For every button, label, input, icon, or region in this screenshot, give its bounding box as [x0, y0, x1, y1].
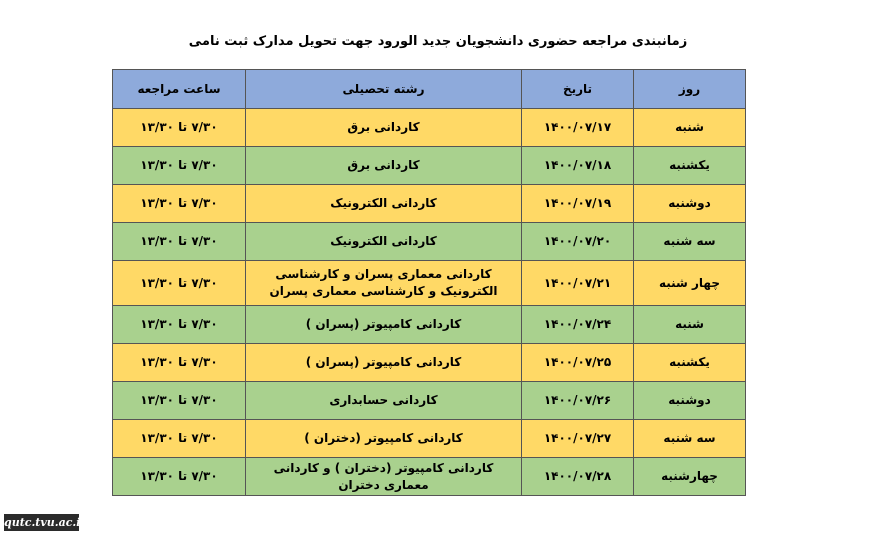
table-row [113, 306, 746, 344]
table-row [113, 147, 746, 185]
cell-field: کاردانی کامپیوتر (پسران ) [246, 306, 522, 344]
cell-date: ۱۴۰۰/۰۷/۲۶ [522, 382, 634, 420]
cell-hours: ۷/۳۰ تا ۱۳/۳۰ [113, 382, 246, 420]
cell-date: ۱۴۰۰/۰۷/۱۹ [522, 185, 634, 223]
table-row [113, 458, 746, 496]
cell-day: دوشنبه [634, 185, 746, 223]
cell-day: دوشنبه [634, 382, 746, 420]
cell-date: ۱۴۰۰/۰۷/۲۷ [522, 420, 634, 458]
cell-hours: ۷/۳۰ تا ۱۳/۳۰ [113, 458, 246, 496]
header-date: تاریخ [522, 70, 634, 109]
cell-date: ۱۴۰۰/۰۷/۲۰ [522, 223, 634, 261]
cell-day: شنبه [634, 306, 746, 344]
table-row [113, 382, 746, 420]
cell-field: کاردانی الکترونیک [246, 223, 522, 261]
cell-hours: ۷/۳۰ تا ۱۳/۳۰ [113, 147, 246, 185]
cell-date: ۱۴۰۰/۰۷/۲۵ [522, 344, 634, 382]
cell-date: ۱۴۰۰/۰۷/۲۸ [522, 458, 634, 496]
table-row [113, 185, 746, 223]
cell-day: چهارشنبه [634, 458, 746, 496]
cell-field: کاردانی حسابداری [246, 382, 522, 420]
cell-date: ۱۴۰۰/۰۷/۲۴ [522, 306, 634, 344]
cell-hours: ۷/۳۰ تا ۱۳/۳۰ [113, 261, 246, 306]
cell-field: کاردانی برق [246, 147, 522, 185]
cell-field: کاردانی کامپیوتر (پسران ) [246, 344, 522, 382]
table-row [113, 109, 746, 147]
cell-date: ۱۴۰۰/۰۷/۱۸ [522, 147, 634, 185]
cell-date: ۱۴۰۰/۰۷/۲۱ [522, 261, 634, 306]
cell-day: سه شنبه [634, 420, 746, 458]
cell-field: کاردانی معماری پسران و کارشناسی الکترونیک و کارشناسی معماری پسران [246, 261, 522, 306]
cell-day: شنبه [634, 109, 746, 147]
table-row [113, 344, 746, 382]
cell-hours: ۷/۳۰ تا ۱۳/۳۰ [113, 344, 246, 382]
header-day: روز [634, 70, 746, 109]
cell-day: یکشنبه [634, 147, 746, 185]
site-watermark: qutc.tvu.ac.ir [4, 516, 87, 529]
cell-hours: ۷/۳۰ تا ۱۳/۳۰ [113, 306, 246, 344]
cell-day: یکشنبه [634, 344, 746, 382]
page-title: زمانبندی مراجعه حضوری دانشجویان جدید الورود جهت تحویل مدارک ثبت نامی [188, 34, 688, 49]
cell-field: کاردانی کامپیوتر (دختران ) و کاردانی معماری دختران [246, 458, 522, 496]
cell-day: سه شنبه [634, 223, 746, 261]
table-header-row [113, 70, 746, 109]
cell-hours: ۷/۳۰ تا ۱۳/۳۰ [113, 109, 246, 147]
cell-day: چهار شنبه [634, 261, 746, 306]
table-row [113, 261, 746, 306]
header-hours: ساعت مراجعه [113, 70, 246, 109]
table-row [113, 420, 746, 458]
cell-field: کاردانی کامپیوتر (دختران ) [246, 420, 522, 458]
table-row [113, 223, 746, 261]
cell-hours: ۷/۳۰ تا ۱۳/۳۰ [113, 185, 246, 223]
header-field: رشته تحصیلی [246, 70, 522, 109]
cell-field: کاردانی برق [246, 109, 522, 147]
cell-hours: ۷/۳۰ تا ۱۳/۳۰ [113, 223, 246, 261]
cell-field: کاردانی الکترونیک [246, 185, 522, 223]
cell-date: ۱۴۰۰/۰۷/۱۷ [522, 109, 634, 147]
cell-hours: ۷/۳۰ تا ۱۳/۳۰ [113, 420, 246, 458]
schedule-table [112, 69, 746, 496]
